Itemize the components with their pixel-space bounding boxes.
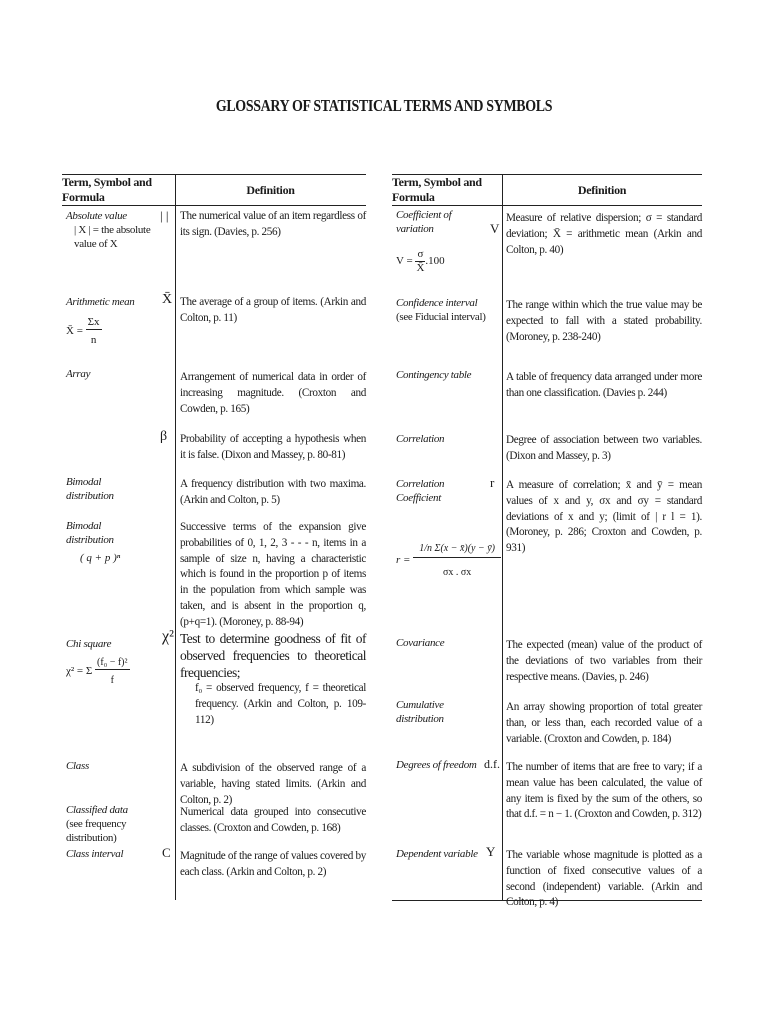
term-confidence-interval: Confidence interval (see Fiducial interval) [396, 297, 486, 323]
definition-chi-square [180, 630, 366, 728]
term-coefficient-of-variation: Coefficient of variation [396, 209, 452, 235]
definition-beta: Probability of accepting a hypothesis when it is false. (Dixon and Massey, p. 80-81) [180, 433, 366, 461]
symbol-absolute-value: | | [160, 208, 169, 223]
table-bottom-rule [392, 900, 702, 901]
definition-bimodal-distribution: A frequency distribution with two maxima. (Arkin and Colton, p. 5) [180, 478, 366, 506]
term-absolute-value: Absolute value | X | = the absolute value of X [66, 209, 164, 251]
term-arithmetic-mean: Arithmetic mean [66, 296, 135, 308]
definition-class: A subdivision of the observed range of a variable, having stated limits. (Arkin and Colton, p. 2) [180, 762, 366, 806]
definition-covariance: The expected (mean) value of the product of the deviations of two variables from their respective means. (Davies, p. 246) [506, 639, 702, 683]
term-array: Array [66, 368, 91, 380]
right-glossary-table [392, 174, 702, 909]
formula-coefficient-of-variation: V = $\frac{\sigma}{X̄}$ .100 [396, 248, 445, 274]
symbol-x-bar: X̄ [162, 292, 173, 307]
symbol-df: d.f. [484, 757, 500, 771]
term-contingency-table: Contingency table [396, 369, 472, 381]
definition-array: Arrangement of numerical data in order of increasing magnitude. (Croxton and Cowden, p. 165) [180, 371, 366, 415]
definition-classified-data: Numerical data grouped into consecutive classes. (Croxton and Cowden, p. 168) [180, 806, 366, 834]
term-subtext: (see Fiducial interval) [396, 311, 486, 323]
term-degrees-of-freedom: Degrees of freedom [396, 759, 477, 771]
term-chi-square: Chi square [66, 638, 112, 650]
symbol-c: C [162, 845, 171, 860]
definition-bimodal-expansion: Successive terms of the expansion give probabilities of 0, 1, 2, 3 - - - n, items in a sample of size n, having a characteristic which is found in the proportion p of items in the population from which sample was taken, and is absent in the proportion q, (p+q=1). (Moroney, p. 88-94) [180, 521, 366, 628]
term-column-header: Term, Symbol and Formula [62, 174, 175, 206]
symbol-y: Y [486, 844, 496, 859]
term-class: Class [66, 760, 89, 772]
page-title: GLOSSARY OF STATISTICAL TERMS AND SYMBOLS [215, 96, 553, 115]
symbol-chi-square: χ² [162, 628, 174, 645]
definition-correlation: Degree of association between two variables. (Dixon and Massey, p. 3) [506, 434, 702, 462]
definition-degrees-of-freedom: The number of items that are free to vary; if a mean value has been calculated, the value of any item is fixed by the sum of the others, so that d.f. = n − 1. (Croxton and Cowden, p. 312) [506, 761, 702, 821]
definition-absolute-value: The numerical value of an item regardless of its sign. (Davies, p. 256) [180, 210, 366, 238]
definition-correlation-coefficient: A measure of correlation; x̄ and ȳ = mean values of x and y, σx and σy = standard deviations of x and y; (limit of | r l = 1). (Moroney, p. 286; Croxton and Cowden, p. 931) [506, 479, 702, 555]
symbol-beta: β [160, 429, 168, 444]
term-correlation-coefficient: Correlation Coefficient [396, 478, 445, 504]
chi-square-notation: f₀ = observed frequency, f = theoretical frequency. (Arkin and Colton, p. 109-112) [195, 682, 366, 726]
term-column-header: Term, Symbol and Formula [392, 174, 502, 206]
term-subtext: (see frequency distribution) [66, 818, 127, 844]
term-bimodal-expansion: Bimodal distribution [66, 520, 114, 546]
column-divider [502, 174, 503, 900]
term-covariance: Covariance [396, 637, 445, 649]
formula-correlation-coefficient: r = $\frac{\text{1/n Σ(x − x̄)(y − ȳ)}}{\sigma x . \sigma x}$ [396, 542, 501, 579]
definition-confidence-interval: The range within which the true value may be expected to fall with a stated probability. (Moroney, p. 238-240) [506, 299, 702, 343]
formula-arithmetic-mean: X̄ = $\frac{\Sigma x}{n}$ [66, 316, 100, 346]
definition-arithmetic-mean: The average of a group of items. (Arkin and Colton, p. 11) [180, 296, 366, 324]
term-bimodal-distribution: Bimodal distribution [66, 476, 114, 502]
term-class-interval: Class interval [66, 848, 124, 860]
left-glossary-table [62, 174, 366, 900]
symbol-r: r [490, 475, 495, 490]
formula-chi-square: χ² = Σ $\frac{\text{(f₀ − f)²}}{f}$ [66, 657, 128, 686]
term-classified-data: Classified data (see frequency distribution) [66, 804, 128, 844]
definition-column-header: Definition [175, 174, 366, 206]
chi-square-test-text: Test to determine goodness of fit of observed frequencies to theoretical frequencies; [180, 631, 366, 680]
symbol-v: V [490, 221, 500, 236]
definition-column-header: Definition [502, 174, 702, 206]
term-subtext: | X | = the absolute value of X [74, 224, 151, 250]
definition-cumulative-distribution: An array showing proportion of total greater than, or less than, each recorded value of a variable. (Croxton and Cowden, p. 184) [506, 701, 702, 745]
definition-coefficient-of-variation: Measure of relative dispersion; σ = standard deviation; X̄ = arithmetic mean (Arkin and Colton, p. 40) [506, 212, 702, 256]
definition-class-interval: Magnitude of the range of values covered by each class. (Arkin and Colton, p. 2) [180, 850, 366, 878]
term-cumulative-distribution: Cumulative distribution [396, 699, 444, 725]
column-divider [175, 174, 176, 900]
term-correlation: Correlation [396, 433, 445, 445]
definition-dependent-variable: The variable whose magnitude is plotted as a function of fixed consecutive values of a second (independent) variable. (Arkin and Colton, p. 4) [506, 849, 702, 909]
formula-q-plus-p: ( q + p )ⁿ [80, 552, 121, 564]
term-dependent-variable: Dependent variable [396, 848, 478, 860]
definition-contingency-table: A table of frequency data arranged under more than one classification. (Davies p. 244) [506, 371, 702, 399]
